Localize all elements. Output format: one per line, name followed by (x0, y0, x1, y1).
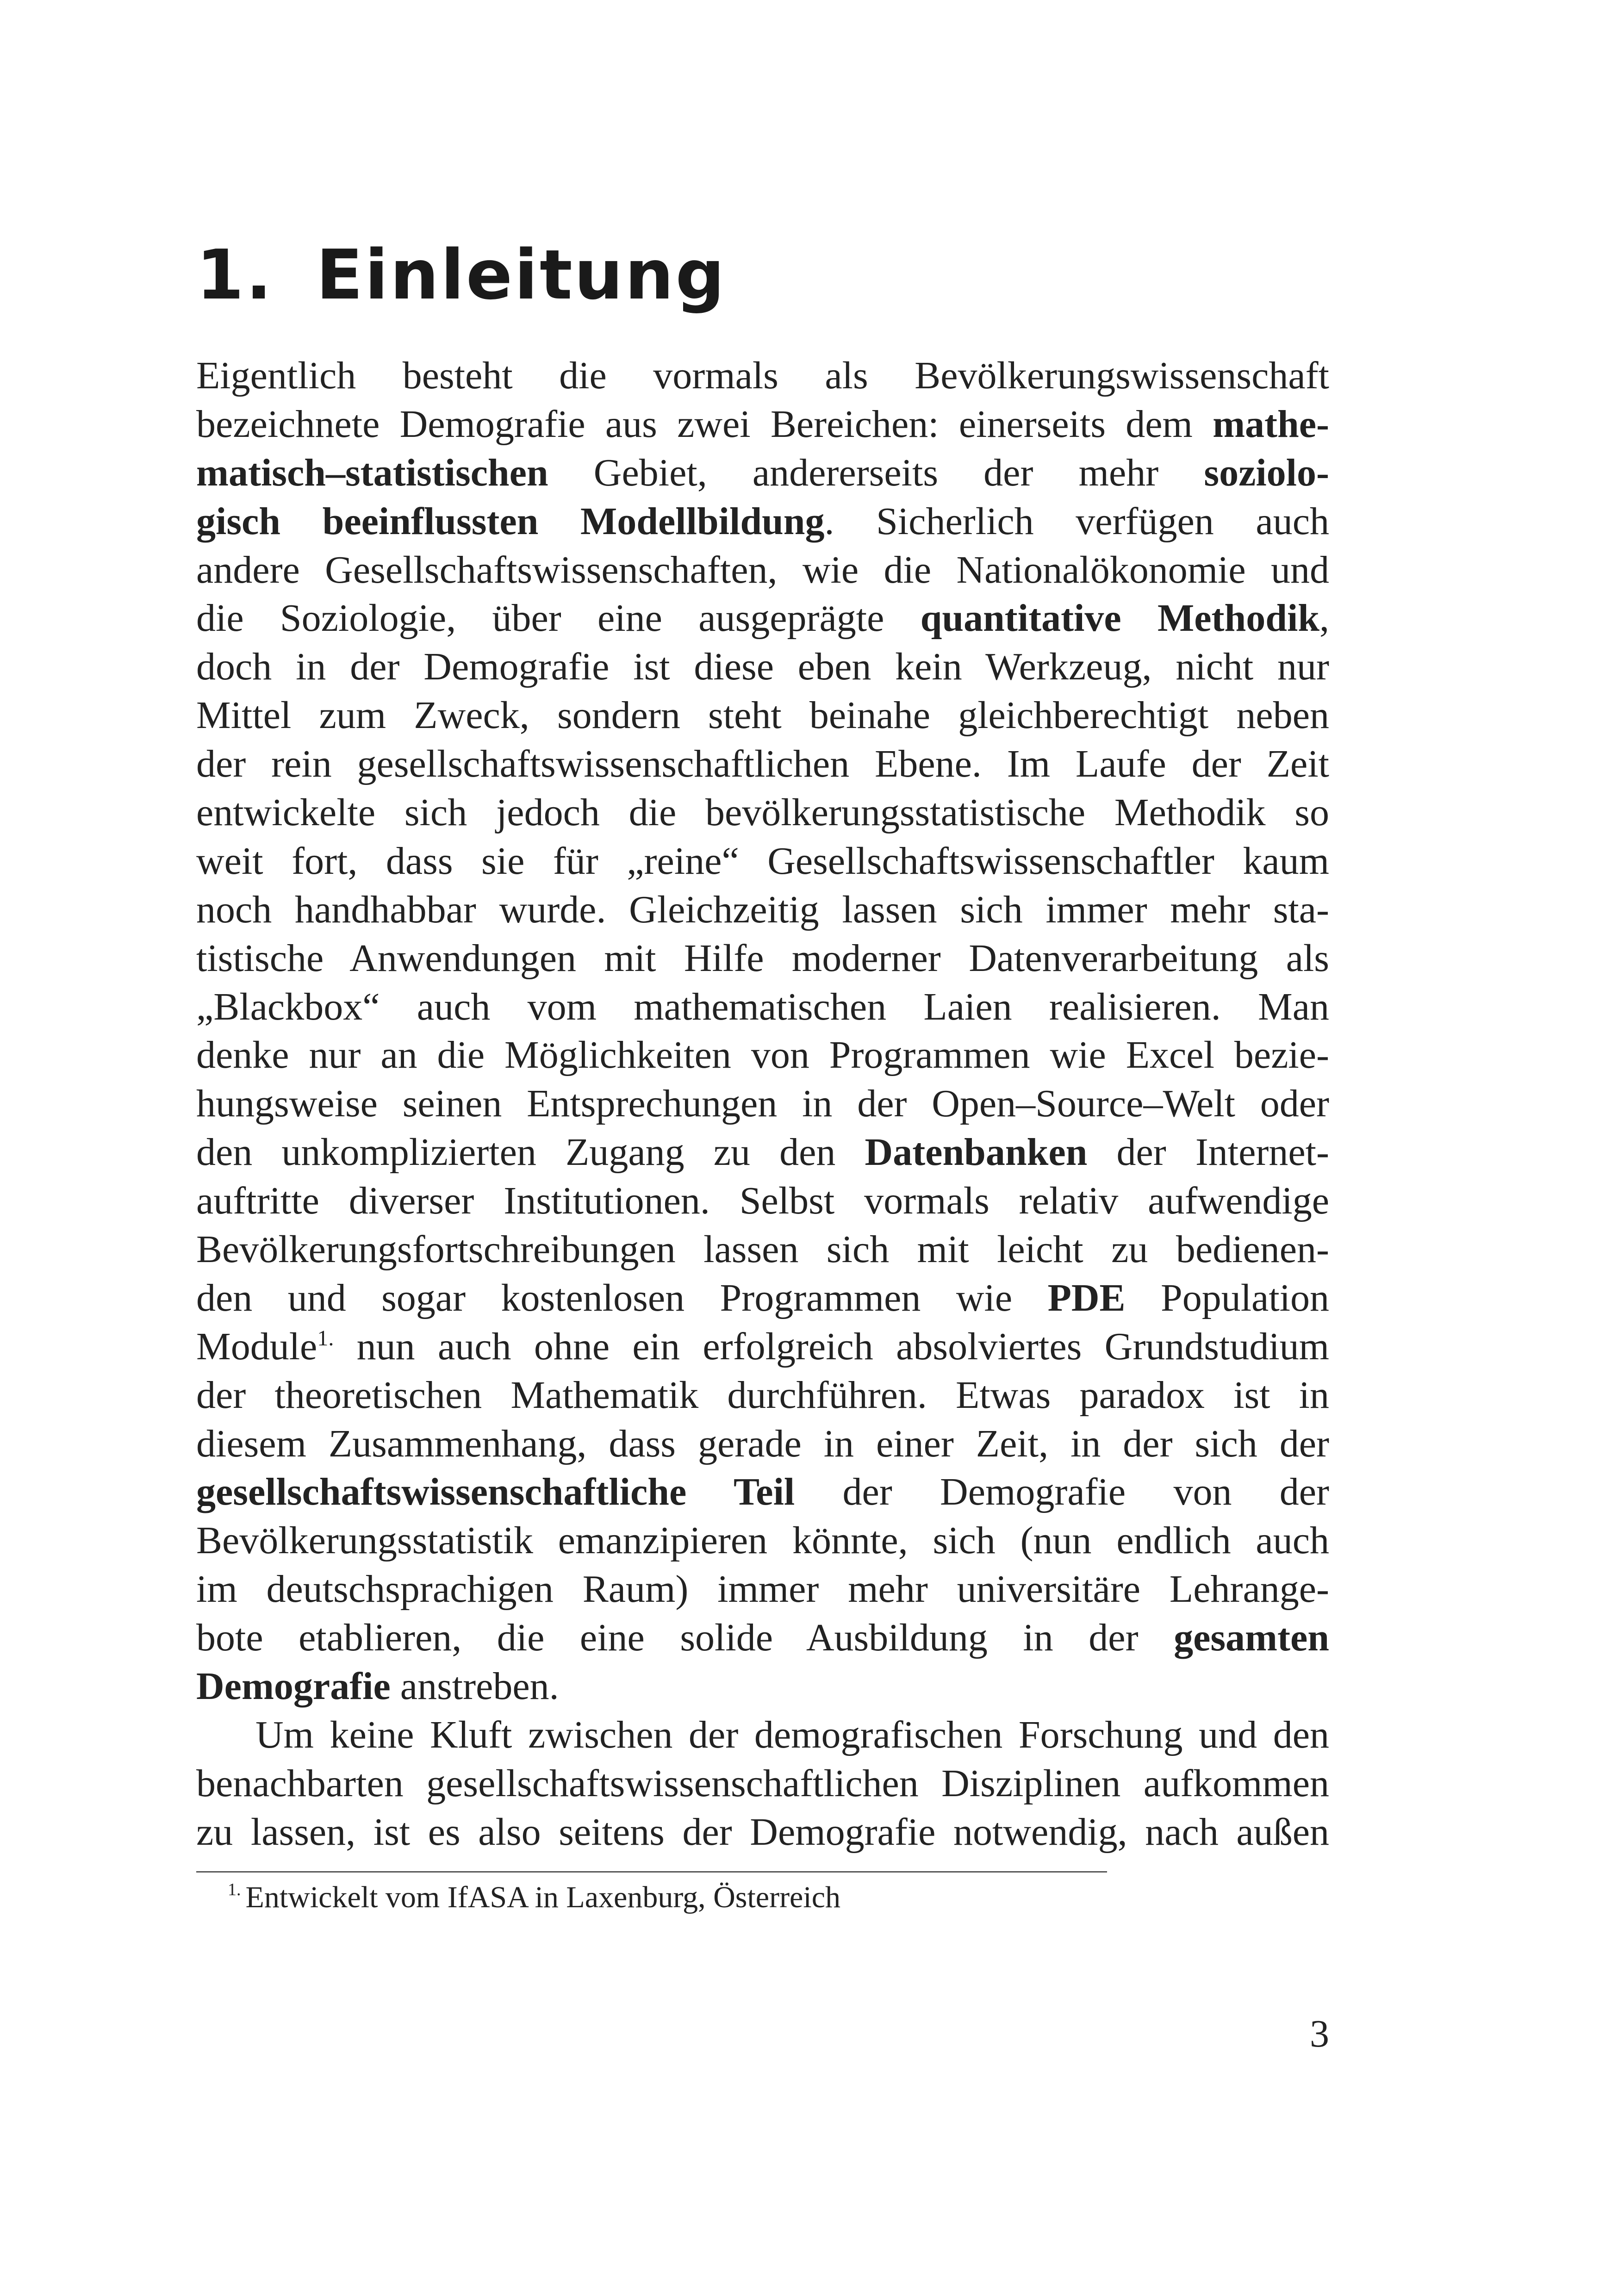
text-line: die Soziologie, über eine ausgeprägte quantitative Methodik, (196, 597, 1329, 640)
emphasis: mathe- (1213, 402, 1329, 446)
text-line: den unkomplizierten Zugang zu den Datenbanken der Internet- (196, 1131, 1329, 1174)
emphasis: PDE (1047, 1276, 1126, 1319)
page-number: 3 (1310, 2012, 1329, 2055)
text-line: denke nur an die Möglichkeiten von Programmen wie Excel bezie- (196, 1033, 1329, 1077)
body-text (196, 352, 1329, 1857)
text-line: andere Gesellschaftswissenschaften, wie die Nationalökonomie und (196, 548, 1329, 591)
footnote-text: Entwickelt vom IfASA in Laxenburg, Österreich (245, 1880, 840, 1914)
emphasis: gisch beeinflussten Modellbildung (196, 499, 825, 543)
text-line: matisch–statistischen Gebiet, andererseits der mehr soziolo- (196, 451, 1329, 494)
chapter-heading (196, 235, 727, 315)
text-line: der rein gesellschaftswissenschaftlichen Ebene. Im Laufe der Zeit (196, 742, 1329, 786)
text-line: bote etablieren, die eine solide Ausbildung in der gesamten (196, 1616, 1329, 1660)
chapter-title: Einleitung (316, 235, 727, 315)
text-line: benachbarten gesellschaftswissenschaftlichen Disziplinen aufkommen (196, 1761, 1329, 1805)
text-line: Bevölkerungsfortschreibungen lassen sich mit leicht zu bedienen- (196, 1228, 1329, 1271)
text-line: Um keine Kluft zwischen der demografischen Forschung und den (255, 1713, 1329, 1756)
text-line: zu lassen, ist es also seitens der Demografie notwendig, nach außen (196, 1810, 1329, 1854)
text-line: hungsweise seinen Entsprechungen in der Open–Source–Welt oder (196, 1082, 1329, 1126)
text-line: doch in der Demografie ist diese eben kein Werkzeug, nicht nur (196, 645, 1329, 689)
text-line: der theoretischen Mathematik durchführen. Etwas paradox ist in (196, 1373, 1329, 1417)
footnote-marker: 1. (228, 1880, 241, 1899)
emphasis: quantitative Methodik (920, 597, 1319, 640)
text-line: Module$^{1.}$ nun auch ohne ein erfolgreich absolviertes Grundstudium (196, 1325, 1329, 1368)
emphasis: matisch–statistischen (196, 451, 548, 494)
text-line: entwickelte sich jedoch die bevölkerungsstatistische Methodik so (196, 791, 1329, 834)
chapter-number: 1. (196, 235, 274, 315)
text-line: weit fort, dass sie für „reine“ Gesellschaftswissenschaftler kaum (196, 839, 1329, 883)
text-line: im deutschsprachigen Raum) immer mehr universitäre Lehrange- (196, 1568, 1329, 1611)
emphasis: Demografie (196, 1665, 391, 1708)
text-line: den und sogar kostenlosen Programmen wie PDE Population (196, 1276, 1329, 1319)
text-line: noch handhabbar wurde. Gleichzeitig lassen sich immer mehr sta- (196, 888, 1329, 931)
emphasis: Datenbanken (865, 1131, 1088, 1174)
footnote-reference[interactable]: 1. (317, 1325, 334, 1350)
emphasis: gesamten (1174, 1616, 1329, 1660)
footnote (228, 1879, 840, 1916)
text-line: bezeichnete Demografie aus zwei Bereichen: einerseits dem mathe- (196, 402, 1329, 446)
text-line: gesellschaftswissenschaftliche Teil der Demografie von der (196, 1470, 1329, 1514)
footnote-divider (196, 1871, 1107, 1873)
text-line: Demografie anstreben. (196, 1665, 559, 1708)
text-line: tistische Anwendungen mit Hilfe moderner Datenverarbeitung als (196, 936, 1329, 980)
text-line: auftritte diverser Institutionen. Selbst vormals relativ aufwendige (196, 1179, 1329, 1223)
emphasis: gesellschaftswissenschaftliche Teil (196, 1470, 795, 1514)
text-line: Eigentlich besteht die vormals als Bevölkerungswissenschaft (196, 354, 1329, 397)
text-line: „Blackbox“ auch vom mathematischen Laien realisieren. Man (196, 985, 1329, 1028)
text-line: gisch beeinflussten Modellbildung. Sicherlich verfügen auch (196, 499, 1329, 543)
text-line: Bevölkerungsstatistik emanzipieren könnte, sich (nun endlich auch (196, 1519, 1329, 1562)
emphasis: soziolo- (1204, 451, 1329, 494)
text-line: Mittel zum Zweck, sondern steht beinahe gleichberechtigt neben (196, 694, 1329, 737)
text-line: diesem Zusammenhang, dass gerade in einer Zeit, in der sich der (196, 1422, 1329, 1465)
